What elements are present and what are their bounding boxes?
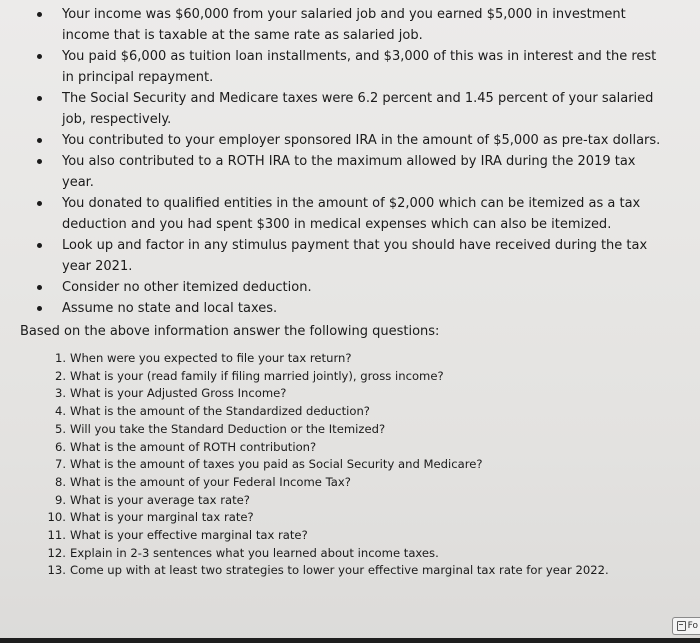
bullet-icon bbox=[37, 138, 42, 143]
document-icon bbox=[677, 621, 686, 631]
question-number: 5. bbox=[54, 421, 66, 436]
bullet-icon bbox=[37, 306, 42, 311]
list-item bbox=[0, 46, 700, 88]
question-number: 4. bbox=[54, 404, 66, 419]
question-text: When were you expected to file your tax return? bbox=[70, 351, 352, 365]
question-item bbox=[0, 439, 700, 457]
question-item bbox=[0, 368, 700, 386]
question-item bbox=[0, 403, 700, 421]
bullet-text: You donated to qualified entities in the amount of $2,000 which can be itemized as a tax deduction and you had spent $300 in medical expenses which can also be itemized. bbox=[62, 196, 641, 232]
question-text: Explain in 2-3 sentences what you learned about income taxes. bbox=[70, 545, 439, 560]
bullet-icon bbox=[37, 243, 42, 248]
question-number: 9. bbox=[54, 492, 66, 507]
bullet-icon bbox=[37, 12, 42, 17]
question-item bbox=[0, 509, 700, 527]
bottom-edge-bar bbox=[0, 638, 700, 643]
question-text: What is your average tax rate? bbox=[70, 492, 250, 507]
question-number: 3. bbox=[54, 386, 66, 401]
list-item bbox=[0, 193, 700, 235]
bullet-text: The Social Security and Medicare taxes were 6.2 percent and 1.45 percent of your salaried job, respectively. bbox=[62, 91, 654, 127]
bullet-text: Assume no state and local taxes. bbox=[62, 301, 278, 316]
bullet-icon bbox=[37, 159, 42, 164]
question-text: What is the amount of ROTH contribution? bbox=[70, 439, 317, 454]
list-item bbox=[0, 130, 700, 151]
question-number: 1. bbox=[54, 351, 66, 365]
question-text: What is your (read family if filing married jointly), gross income? bbox=[70, 368, 444, 383]
questions-intro: Based on the above information answer the following questions: bbox=[20, 324, 440, 339]
question-item bbox=[0, 421, 700, 439]
question-text: What is the amount of your Federal Income Tax? bbox=[70, 474, 351, 489]
bullet-text: Consider no other itemized deduction. bbox=[62, 280, 312, 295]
bullet-icon bbox=[37, 285, 42, 290]
question-item bbox=[0, 350, 700, 368]
question-item bbox=[0, 492, 700, 510]
list-item bbox=[0, 88, 700, 130]
question-text: What is your marginal tax rate? bbox=[70, 510, 254, 525]
questions-list bbox=[0, 350, 700, 580]
bullet-icon bbox=[37, 96, 42, 101]
question-item bbox=[0, 545, 700, 563]
question-item bbox=[0, 562, 700, 580]
bullet-text: Your income was $60,000 from your salaried job and you earned $5,000 in investment income that is taxable at the same rate as salaried job. bbox=[62, 7, 626, 43]
list-item bbox=[0, 151, 700, 193]
question-number: 12. bbox=[47, 545, 66, 560]
question-number: 8. bbox=[54, 474, 66, 489]
question-text: What is the amount of taxes you paid as Social Security and Medicare? bbox=[70, 457, 483, 472]
question-number: 7. bbox=[54, 457, 66, 472]
bullet-text: You contributed to your employer sponsored IRA in the amount of $5,000 as pre-tax dollars. bbox=[62, 133, 661, 148]
question-number: 6. bbox=[54, 439, 66, 454]
list-item bbox=[0, 277, 700, 298]
question-item bbox=[0, 474, 700, 492]
assumptions-list bbox=[0, 4, 700, 319]
question-number: 10. bbox=[47, 510, 66, 525]
bullet-text: Look up and factor in any stimulus payment that you should have received during the tax year 2021. bbox=[62, 238, 648, 274]
bullet-icon bbox=[37, 201, 42, 206]
question-text: What is your Adjusted Gross Income? bbox=[70, 386, 287, 401]
question-number: 11. bbox=[47, 528, 66, 543]
question-text: Come up with at least two strategies to lower your effective marginal tax rate for year 2022. bbox=[70, 563, 609, 578]
question-number: 13. bbox=[47, 563, 66, 578]
question-item bbox=[0, 456, 700, 474]
list-item bbox=[0, 298, 700, 319]
list-item bbox=[0, 4, 700, 46]
corner-feedback-button[interactable] bbox=[672, 617, 700, 635]
question-item bbox=[0, 527, 700, 545]
bullet-text: You paid $6,000 as tuition loan installments, and $3,000 of this was in interest and the rest in principal repayment. bbox=[62, 49, 657, 85]
bullet-text: You also contributed to a ROTH IRA to the maximum allowed by IRA during the 2019 tax year. bbox=[62, 154, 636, 190]
question-text: Will you take the Standard Deduction or the Itemized? bbox=[70, 421, 386, 436]
corner-tag-label: Fo bbox=[687, 621, 698, 631]
question-item bbox=[0, 385, 700, 403]
question-number: 2. bbox=[54, 368, 66, 383]
list-item bbox=[0, 235, 700, 277]
bullet-icon bbox=[37, 54, 42, 59]
question-text: What is the amount of the Standardized deduction? bbox=[70, 404, 370, 419]
question-text: What is your effective marginal tax rate? bbox=[70, 528, 308, 543]
